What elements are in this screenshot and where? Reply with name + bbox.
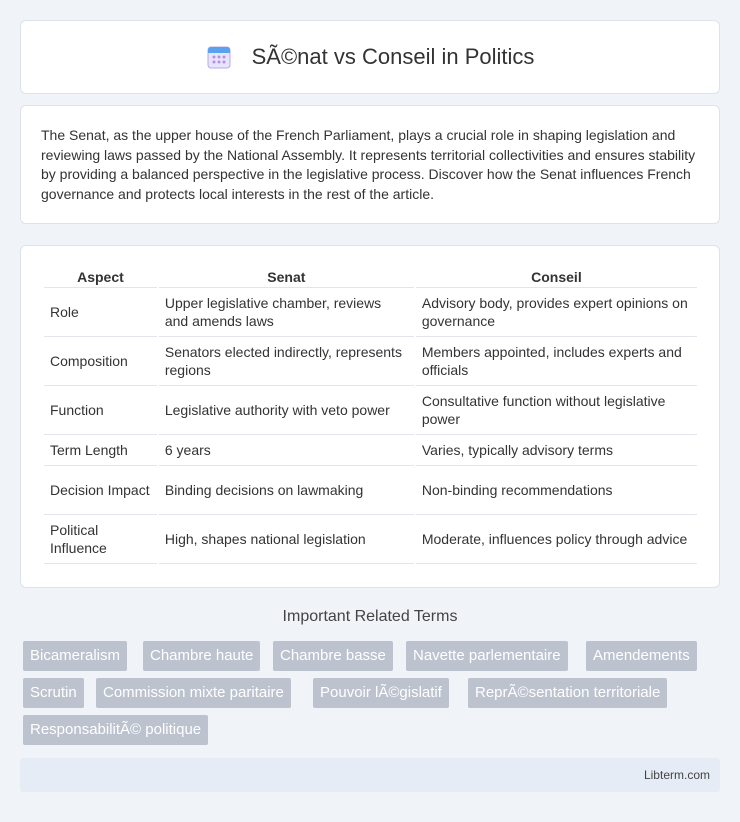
table-cell: Non-binding recommendations <box>416 466 697 515</box>
table-cell: Decision Impact <box>44 466 157 515</box>
table-cell: Political Influence <box>44 515 157 564</box>
title-card <box>20 20 720 94</box>
term-tag[interactable]: Pouvoir lÃ©gislatif <box>313 678 449 708</box>
page-title: SÃ©nat vs Conseil in Politics <box>251 44 535 69</box>
term-tag[interactable]: Navette parlementaire <box>406 641 568 671</box>
table-cell: Consultative function without legislative power <box>416 386 697 435</box>
header-senat: Senat <box>159 266 414 288</box>
table-cell: Composition <box>44 337 157 386</box>
term-tag[interactable]: ResponsabilitÃ© politique <box>23 715 208 745</box>
table-row <box>44 386 697 435</box>
header-conseil: Conseil <box>416 266 697 288</box>
term-tag[interactable]: ReprÃ©sentation territoriale <box>468 678 667 708</box>
table-cell: Moderate, influences policy through advice <box>416 515 697 564</box>
term-tag[interactable]: Scrutin <box>23 678 84 708</box>
related-terms-title: Important Related Terms <box>282 608 458 625</box>
comparison-card <box>20 245 720 588</box>
table-cell: Role <box>44 288 157 337</box>
table-row <box>44 337 697 386</box>
table-cell: Legislative authority with veto power <box>159 386 414 435</box>
calendar-icon <box>206 44 232 70</box>
term-tag[interactable]: Amendements <box>586 641 697 671</box>
table-row <box>44 435 697 466</box>
table-cell: Binding decisions on lawmaking <box>159 466 414 515</box>
table-row <box>44 288 697 337</box>
term-tag[interactable]: Commission mixte paritaire <box>96 678 291 708</box>
comparison-table <box>42 266 699 564</box>
table-cell: Upper legislative chamber, reviews and amends laws <box>159 288 414 337</box>
term-tag[interactable]: Chambre basse <box>273 641 393 671</box>
table-cell: Senators elected indirectly, represents regions <box>159 337 414 386</box>
table-row <box>44 466 697 515</box>
table-cell: Term Length <box>44 435 157 466</box>
table-cell: 6 years <box>159 435 414 466</box>
table-cell: High, shapes national legislation <box>159 515 414 564</box>
footer-brand[interactable]: Libterm.com <box>643 768 710 782</box>
intro-card <box>20 105 720 224</box>
footer <box>20 758 720 792</box>
intro-text: The Senat, as the upper house of the French Parliament, plays a crucial role in shaping legislation and reviewing laws passed by the National Assembly. It represents territorial collectivities and ensures stability by providing a balanced perspective in the legislative process. Discover how the Senat influences French governance and protects local interests in the rest of the article. <box>41 127 696 202</box>
table-cell: Members appointed, includes experts and officials <box>416 337 697 386</box>
term-tag[interactable]: Chambre haute <box>143 641 260 671</box>
table-cell: Varies, typically advisory terms <box>416 435 697 466</box>
table-cell: Advisory body, provides expert opinions on governance <box>416 288 697 337</box>
table-cell: Function <box>44 386 157 435</box>
table-header-row <box>44 266 697 288</box>
table-row <box>44 515 697 564</box>
header-aspect: Aspect <box>44 266 157 288</box>
term-tag[interactable]: Bicameralism <box>23 641 127 671</box>
